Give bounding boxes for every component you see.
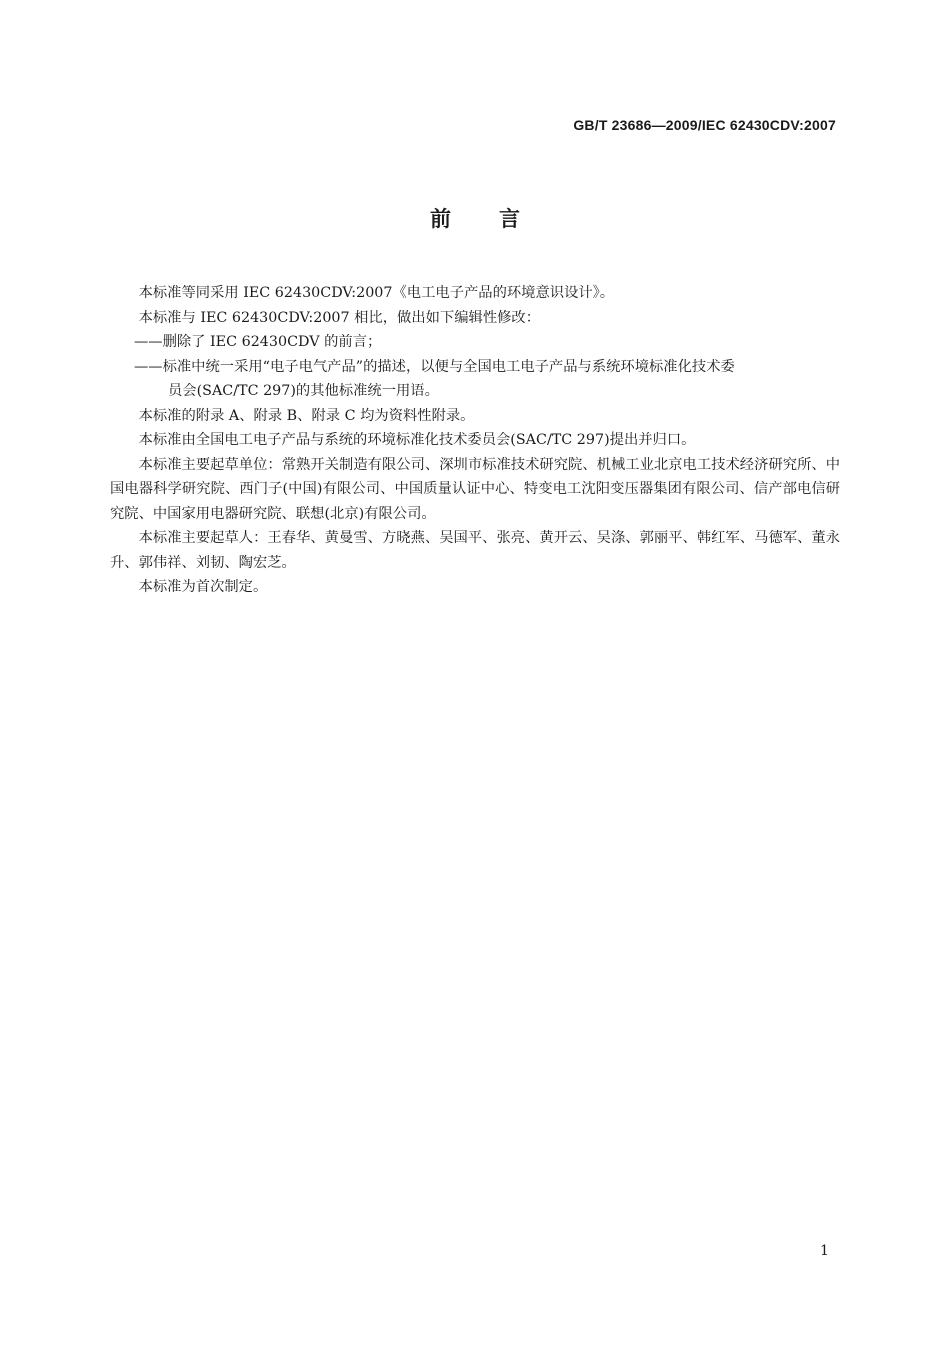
proposer-statement: 本标准由全国电工电子产品与系统的环境标准化技术委员会(SAC/TC 297)提出并归口。 bbox=[138, 432, 696, 448]
adoption-statement: 本标准等同采用 IEC 62430CDV:2007《电工电子产品的环境意识设计》。 bbox=[138, 285, 615, 301]
modification-item-2-line-2: 员会(SAC/TC 297)的其他标准统一用语。 bbox=[168, 383, 439, 399]
page-title: 前言 bbox=[430, 207, 568, 231]
modification-intro: 本标准与 IEC 62430CDV:2007 相比，做出如下编辑性修改： bbox=[138, 309, 541, 326]
modification-item-2 bbox=[134, 355, 840, 404]
drafters: 本标准主要起草人：王春华、黄曼雪、方晓燕、吴国平、张亮、黄开云、吴涤、郭丽平、韩红军、马德军、董永升、郭伟祥、刘韧、陶宏芝。 bbox=[110, 530, 840, 571]
modification-item-1: ——删除了 IEC 62430CDV 的前言； bbox=[134, 334, 382, 350]
first-edition-statement: 本标准为首次制定。 bbox=[138, 579, 268, 595]
drafting-units: 本标准主要起草单位：常熟开关制造有限公司、深圳市标准技术研究院、机械工业北京电工技术经济研究所、中国电器科学研究院、西门子(中国)有限公司、中国质量认证中心、特变电工沈阳变压器集团有限公司、信产部电信研究院、中国家用电器研究院、联想(北京)有限公司。 bbox=[110, 456, 840, 522]
standard-code-header: GB/T 23686—2009/IEC 62430CDV:2007 bbox=[573, 117, 836, 133]
modification-item-2-line-1: ——标准中统一采用“电子电气产品”的描述，以便与全国电工电子产品与系统环境标准化技术委 bbox=[134, 358, 735, 375]
page-number: 1 bbox=[820, 1243, 829, 1259]
foreword-body bbox=[110, 281, 840, 600]
annex-statement: 本标准的附录 A、附录 B、附录 C 均为资料性附录。 bbox=[138, 407, 475, 424]
